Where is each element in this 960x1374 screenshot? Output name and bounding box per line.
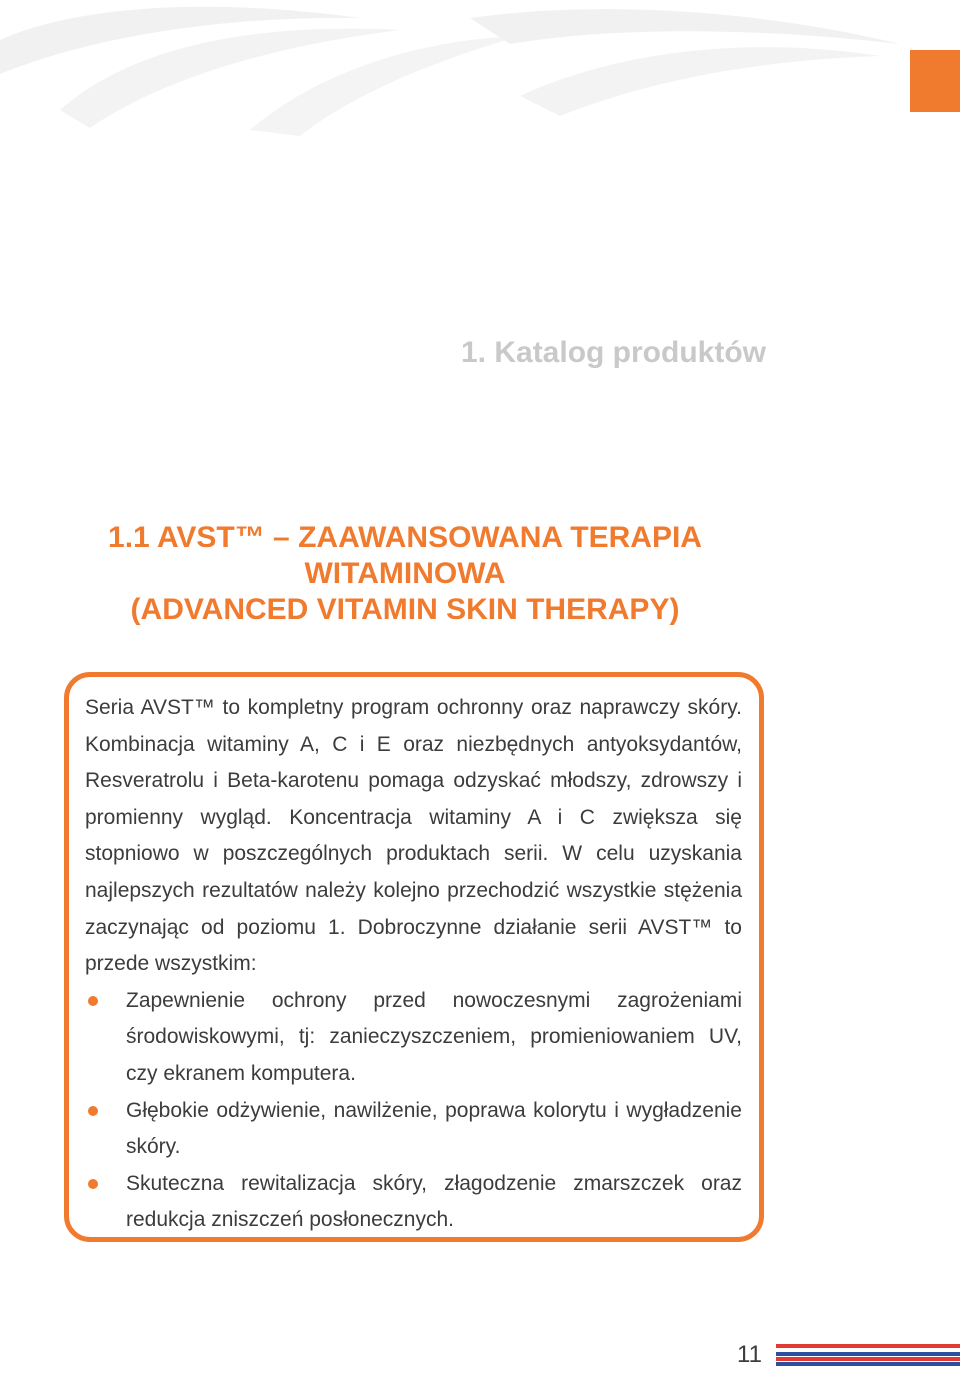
description-box xyxy=(64,672,764,1242)
decorative-swoosh-graphic xyxy=(0,0,960,140)
stripe xyxy=(776,1362,960,1366)
section-heading-line: (ADVANCED VITAMIN SKIN THERAPY) xyxy=(130,593,680,626)
benefit-text: Głębokie odżywienie, nawilżenie, poprawa kolorytu i wygładzenie skóry. xyxy=(126,1098,742,1159)
bullet-icon xyxy=(88,1106,98,1116)
section-heading xyxy=(40,520,770,628)
benefit-list-item xyxy=(85,1093,742,1166)
flag-stripes-decoration xyxy=(776,1344,960,1366)
benefits-list xyxy=(85,983,742,1239)
benefit-text: Zapewnienie ochrony przed nowoczesnymi zagrożeniami środowiskowymi, tj: zanieczyszczeniem, promieniowaniem UV, czy ekranem komputera. xyxy=(126,988,742,1085)
orange-corner-tab xyxy=(910,50,960,112)
stripe xyxy=(776,1357,960,1361)
benefit-list-item xyxy=(85,1166,742,1239)
bullet-icon xyxy=(88,996,98,1006)
section-heading-line: 1.1 AVST™ – ZAAWANSOWANA TERAPIA xyxy=(108,521,702,554)
stripe xyxy=(776,1352,960,1356)
benefit-text: Skuteczna rewitalizacja skóry, złagodzenie zmarszczek oraz redukcja zniszczeń posłonecznych. xyxy=(126,1171,742,1232)
section-heading-line: WITAMINOWA xyxy=(304,557,506,590)
benefit-list-item xyxy=(85,983,742,1093)
page-number: 11 xyxy=(737,1341,762,1368)
chapter-title: 1. Katalog produktów xyxy=(460,336,766,369)
description-paragraph: Seria AVST™ to kompletny program ochronny oraz naprawczy skóry. Kombinacja witaminy A, C i E oraz niezbędnych antyoksydantów, Resveratrolu i Beta-karotenu pomaga odzyskać młodszy, zdrowszy i promienny wygląd. Koncentracja witaminy A i C zwiększa się stopniowo w poszczególnych produktach serii. W celu uzyskania najlepszych rezultatów należy kolejno przechodzić wszystkie stężenia zaczynając od poziomu 1. Dobroczynne działanie serii AVST™ to przede wszystkim: xyxy=(85,696,742,976)
bullet-icon xyxy=(88,1179,98,1189)
